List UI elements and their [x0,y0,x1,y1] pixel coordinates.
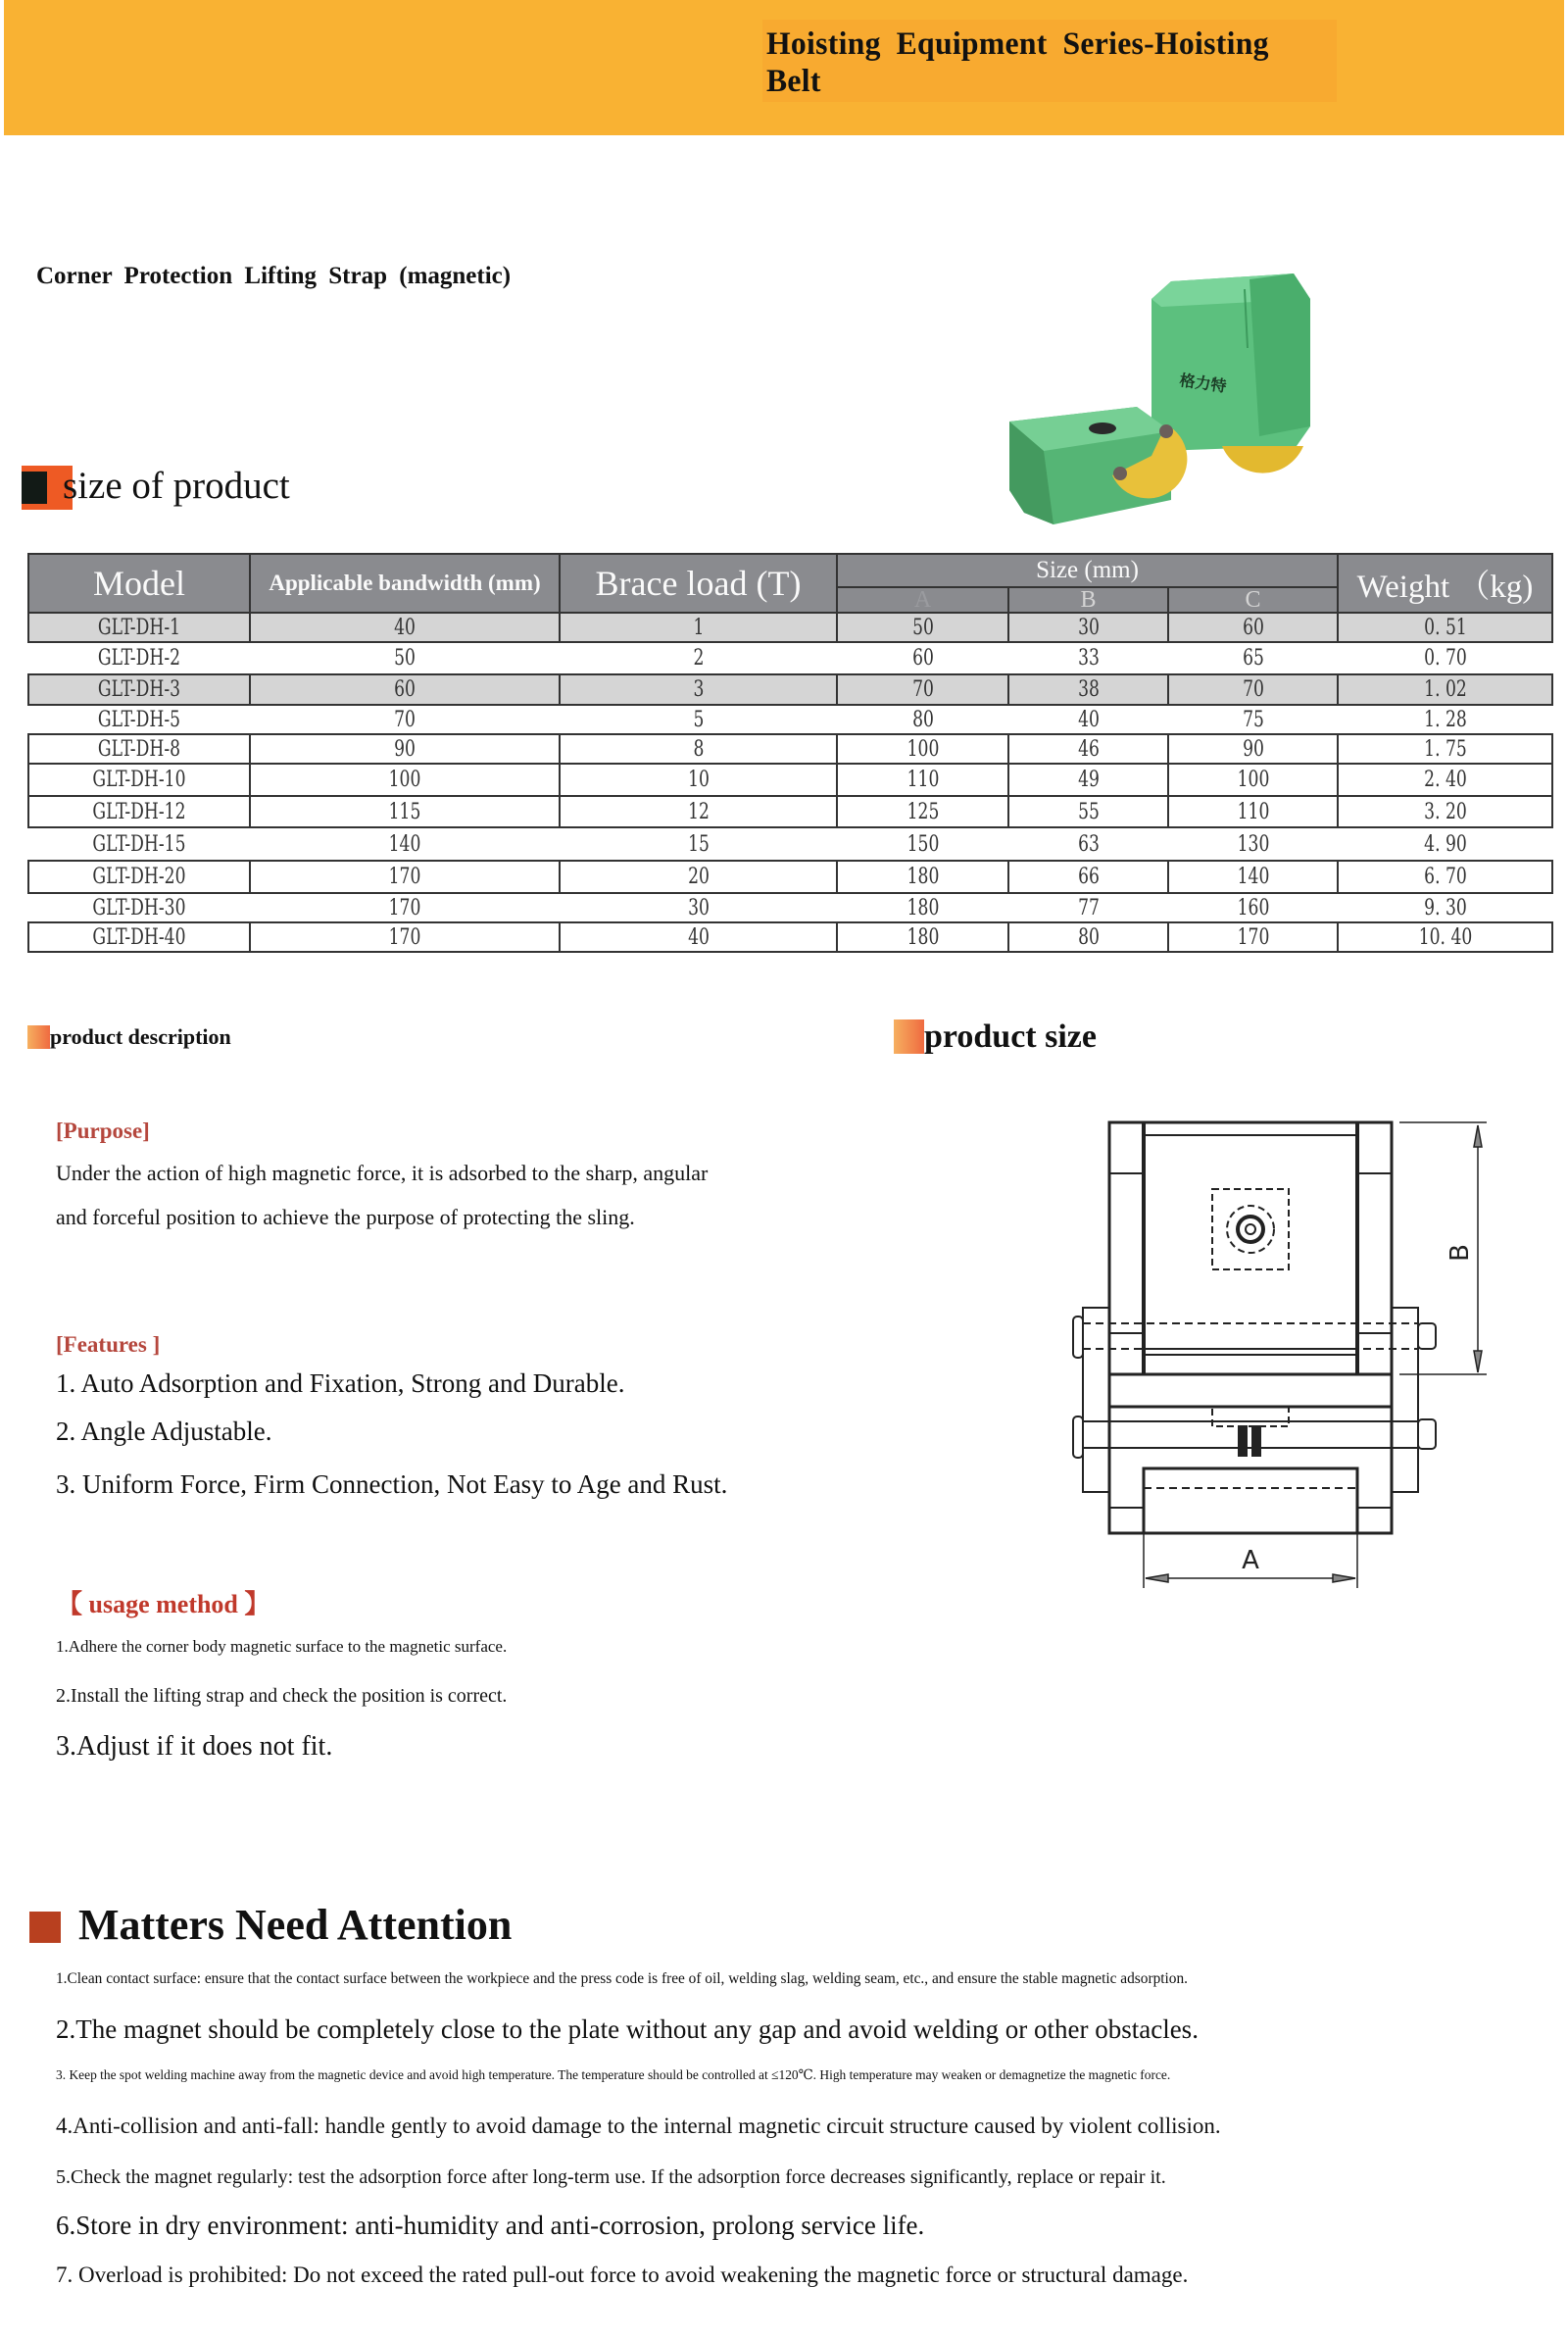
cell-a [837,764,1008,796]
cell-value: 110 [1237,799,1269,824]
usage-step: 2.Install the lifting strap and check the position is correct. [56,1685,508,1707]
cell-bandwidth [250,613,560,642]
cell-value: 15 [687,831,710,857]
cell-c [1168,764,1338,796]
cell-value: 9. 30 [1423,895,1467,920]
cell-brace-load [560,734,837,764]
cell-bandwidth [250,893,560,922]
cell-value: 90 [394,736,416,762]
cell-value: GLT-DH-1 [97,615,181,640]
cell-weight [1338,827,1552,861]
cell-value: 65 [1242,646,1264,671]
cell-value: 55 [1077,799,1100,824]
cell-brace-load [560,861,837,893]
cell-model [28,922,250,952]
cell-weight [1338,922,1552,952]
cell-value: 40 [687,924,710,950]
feature-item: 2. Angle Adjustable. [56,1417,272,1446]
cell-value: 77 [1077,895,1100,920]
brand-label: 格力特 [1178,371,1228,396]
cell-model [28,827,250,861]
cell-c [1168,796,1338,827]
cell-value: 2 [693,646,704,671]
attention-item: 4.Anti-collision and anti-fall: handle gently to avoid damage to the internal magnetic circuit structure caused by violent collision. [56,2113,1221,2138]
cell-value: 170 [1237,924,1269,950]
cell-value: 60 [911,646,934,671]
header-size: Size (mm) [837,554,1338,587]
cell-bandwidth [250,764,560,796]
attention-item: 2.The magnet should be completely close to the plate without any gap and avoid welding or other obstacles. [56,2014,1199,2044]
cell-a [837,734,1008,764]
drawing-outline [1073,1122,1436,1533]
cell-a [837,705,1008,734]
cell-value: 2. 40 [1423,768,1467,792]
cell-a [837,861,1008,893]
cell-c [1168,861,1338,893]
dimension-b-label: B [1446,1244,1475,1262]
magnet-block-upright [1152,273,1310,451]
cell-b [1008,642,1168,674]
usage-method-heading: 【 usage method 】 [57,1590,270,1618]
cell-b [1008,764,1168,796]
cell-brace-load [560,613,837,642]
cell-value: 3. 20 [1423,799,1467,824]
cell-c [1168,734,1338,764]
cell-value: 170 [388,924,421,950]
cell-a [837,613,1008,642]
product-photo [965,260,1318,534]
cell-value: 80 [911,707,934,732]
table-row [28,922,1552,952]
cell-value: 70 [394,707,416,732]
cell-weight [1338,734,1552,764]
cell-value: GLT-DH-30 [92,895,186,920]
cell-value: 50 [911,615,934,640]
usage-step: 1.Adhere the corner body magnetic surface to the magnetic surface. [56,1637,508,1656]
cell-bandwidth [250,734,560,764]
cell-c [1168,922,1338,952]
cell-c [1168,674,1338,705]
cell-value: GLT-DH-12 [92,799,186,824]
cell-value: 150 [906,831,939,857]
cell-value: 46 [1077,736,1100,762]
cell-brace-load [560,705,837,734]
cell-value: 38 [1077,677,1100,702]
product-size-title: product size [924,1019,1097,1055]
cell-value: 125 [906,799,939,824]
section-marker-icon [894,1019,924,1054]
cell-value: GLT-DH-10 [92,768,186,792]
cell-model [28,674,250,705]
product-description-title: product description [50,1024,231,1049]
cell-value: 10 [687,768,710,792]
cell-weight [1338,796,1552,827]
cell-value: 140 [1237,865,1269,889]
cell-value: 100 [906,736,939,762]
table-row [28,734,1552,764]
table-row [28,861,1552,893]
cell-b [1008,861,1168,893]
cell-model [28,642,250,674]
header-size-a: A [837,587,1008,613]
table-row [28,796,1552,827]
purpose-heading: [Purpose] [56,1118,150,1143]
cell-c [1168,893,1338,922]
cell-b [1008,613,1168,642]
matters-attention-title: Matters Need Attention [78,1901,513,1949]
cell-value: 40 [1077,707,1100,732]
cell-c [1168,642,1338,674]
header-brace-load: Brace load (T) [560,554,837,613]
cell-b [1008,734,1168,764]
header-bandwidth: Applicable bandwidth (mm) [250,554,560,613]
cell-value: 66 [1077,865,1100,889]
cell-value: 33 [1077,646,1100,671]
header-weight: Weight （kg) [1338,554,1552,613]
cell-value: 20 [687,865,710,889]
cell-value: GLT-DH-15 [92,831,186,857]
cell-value: 130 [1237,831,1269,857]
cell-a [837,642,1008,674]
cell-weight [1338,642,1552,674]
table-row [28,893,1552,922]
cell-a [837,827,1008,861]
product-title: Corner Protection Lifting Strap (magnetic) [36,263,512,289]
cell-weight [1338,674,1552,705]
cell-b [1008,893,1168,922]
cell-value: 3 [693,677,704,702]
cell-weight [1338,613,1552,642]
cell-brace-load [560,827,837,861]
cell-c [1168,705,1338,734]
cell-weight [1338,764,1552,796]
cell-value: 180 [906,895,939,920]
cell-b [1008,922,1168,952]
cell-value: GLT-DH-8 [97,736,181,762]
table-body [28,613,1552,952]
cell-b [1008,796,1168,827]
cell-value: 1. 28 [1423,707,1467,732]
cell-bandwidth [250,861,560,893]
cell-value: 12 [687,799,710,824]
cell-bandwidth [250,827,560,861]
cell-a [837,796,1008,827]
cell-value: 6. 70 [1423,865,1467,889]
cell-weight [1338,861,1552,893]
cell-model [28,734,250,764]
table-row [28,613,1552,642]
cell-value: GLT-DH-2 [97,646,181,671]
cell-value: 160 [1237,895,1269,920]
cell-value: 180 [906,924,939,950]
table-row [28,705,1552,734]
product-size-drawing [1039,1098,1509,1627]
cell-value: 1 [693,615,704,640]
cell-value: 180 [906,865,939,889]
size-of-product-title: size of product [63,465,290,507]
cell-bandwidth [250,705,560,734]
cell-value: 100 [1237,768,1269,792]
attention-item: 6.Store in dry environment: anti-humidity and anti-corrosion, prolong service life. [56,2211,925,2240]
cell-c [1168,827,1338,861]
section-marker-icon [29,1912,61,1943]
cell-value: 100 [388,768,421,792]
cell-value: GLT-DH-20 [92,865,186,889]
cell-value: 70 [1242,677,1264,702]
cell-brace-load [560,893,837,922]
cell-weight [1338,705,1552,734]
cell-value: 110 [906,768,939,792]
usage-step: 3.Adjust if it does not fit. [56,1731,333,1762]
purpose-text-line: Under the action of high magnetic force, it is adsorbed to the sharp, angular [56,1161,709,1185]
cell-brace-load [560,922,837,952]
section-marker-square-icon [22,472,47,504]
table-row [28,674,1552,705]
cell-value: 90 [1242,736,1264,762]
banner-title: Hoisting Equipment Series-Hoisting Belt [766,26,1269,99]
cell-brace-load [560,796,837,827]
dimension-a-label: A [1242,1546,1259,1575]
cell-value: 115 [388,799,421,824]
cell-model [28,861,250,893]
cell-value: 70 [911,677,934,702]
cell-model [28,705,250,734]
cell-value: 140 [388,831,421,857]
header-model: Model [28,554,250,613]
cell-value: 0. 70 [1423,646,1467,671]
attention-item: 7. Overload is prohibited: Do not exceed the rated pull-out force to avoid weakening the magnetic force or structural damage. [56,2262,1189,2287]
cell-bandwidth [250,642,560,674]
cell-value: 10. 40 [1418,924,1472,950]
cell-value: 8 [693,736,704,762]
cell-value: 170 [388,865,421,889]
cell-b [1008,827,1168,861]
header-size-c: C [1168,587,1338,613]
cell-value: 5 [693,707,704,732]
cell-model [28,796,250,827]
cell-value: 170 [388,895,421,920]
attention-item: 3. Keep the spot welding machine away from the magnetic device and avoid high temperature. The temperature should be controlled at ≤120℃. High temperature may weaken or demagnetize the magnetic force. [56,2068,1171,2083]
cell-model [28,893,250,922]
table-row [28,827,1552,861]
cell-value: 1. 02 [1423,677,1467,702]
cell-value: 30 [1077,615,1100,640]
header-size-b: B [1008,587,1168,613]
cell-value: GLT-DH-40 [92,924,186,950]
cell-a [837,893,1008,922]
cell-b [1008,674,1168,705]
cell-value: 0. 51 [1423,615,1467,640]
cell-brace-load [560,674,837,705]
cell-weight [1338,893,1552,922]
cell-model [28,764,250,796]
section-marker-icon [27,1025,50,1049]
cell-a [837,922,1008,952]
cell-brace-load [560,764,837,796]
cell-value: 63 [1077,831,1100,857]
cell-value: GLT-DH-3 [97,677,181,702]
cell-value: 1. 75 [1423,736,1467,762]
cell-value: 4. 90 [1423,831,1467,857]
cell-value: 50 [394,646,416,671]
feature-item: 3. Uniform Force, Firm Connection, Not Easy to Age and Rust. [56,1469,728,1499]
cell-bandwidth [250,674,560,705]
feature-item: 1. Auto Adsorption and Fixation, Strong and Durable. [56,1368,625,1398]
purpose-text-line: and forceful position to achieve the purpose of protecting the sling. [56,1205,635,1229]
cell-c [1168,613,1338,642]
table-row [28,642,1552,674]
table-row [28,764,1552,796]
cell-a [837,674,1008,705]
cell-value: GLT-DH-5 [97,707,181,732]
cell-value: 30 [687,895,710,920]
features-heading: [Features ] [56,1332,161,1357]
cell-bandwidth [250,796,560,827]
cell-value: 60 [394,677,416,702]
cell-bandwidth [250,922,560,952]
cell-value: 40 [394,615,416,640]
attention-item: 1.Clean contact surface: ensure that the contact surface between the workpiece and the press code is free of oil, welding slag, welding seam, etc., and ensure the stable magnetic adsorption. [56,1970,1188,1987]
cell-model [28,613,250,642]
cell-value: 60 [1242,615,1264,640]
cell-value: 75 [1242,707,1264,732]
cell-b [1008,705,1168,734]
cell-value: 80 [1077,924,1100,950]
attention-item: 5.Check the magnet regularly: test the adsorption force after long-term use. If the adsorption force decreases significantly, replace or repair it. [56,2166,1166,2188]
specifications-table [27,553,1553,953]
cell-value: 49 [1077,768,1100,792]
cell-brace-load [560,642,837,674]
